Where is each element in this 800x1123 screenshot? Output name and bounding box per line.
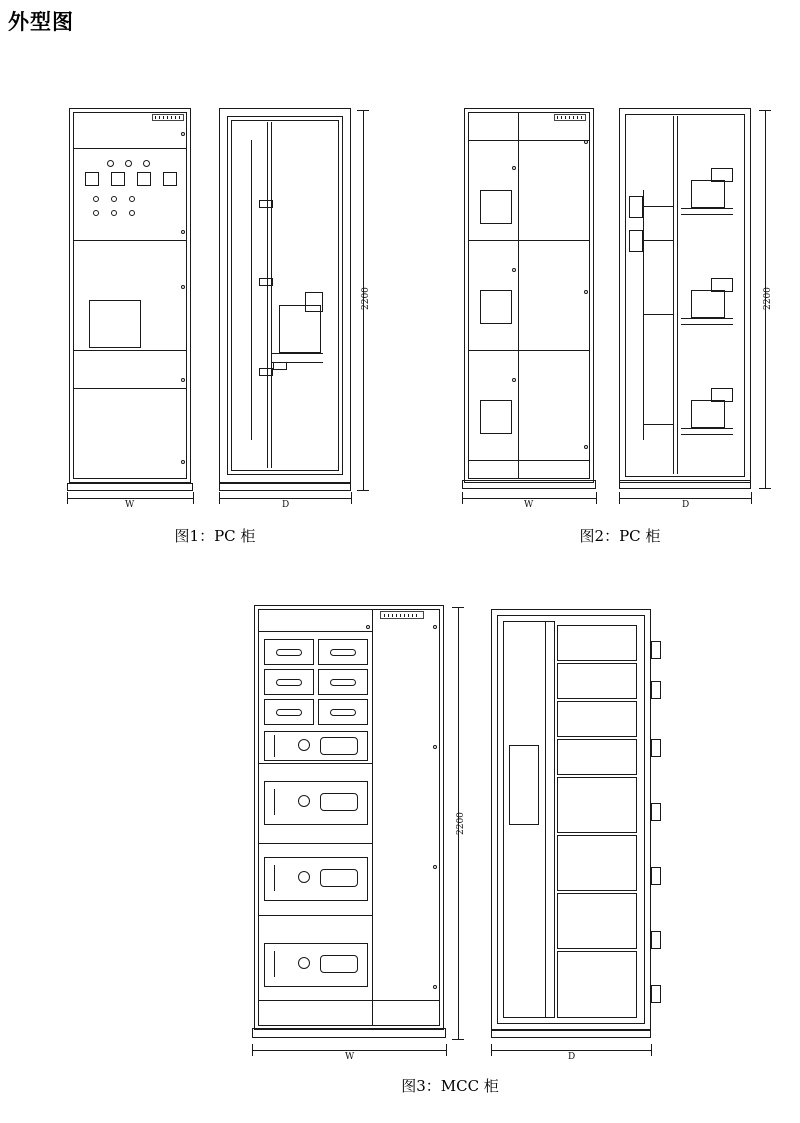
width-dim-tick-right: [596, 492, 597, 504]
width-dim-tick-right: [193, 492, 194, 504]
hinge-point: [181, 285, 185, 289]
figure-3-caption: 图3：MCC 柜: [401, 1077, 499, 1095]
terminal-block: [629, 196, 643, 218]
compartment-shelf: [557, 663, 637, 699]
width-dimension-line: [67, 498, 193, 499]
tier-split-3: [258, 843, 372, 844]
depth-label: D: [568, 1052, 576, 1062]
page-title: 外型图: [8, 10, 74, 34]
tier-split-2: [258, 763, 372, 764]
width-dim-tick-right: [446, 1044, 447, 1056]
internal-rail: [271, 122, 272, 468]
cabinet-plinth: [462, 480, 596, 489]
drawer-handle: [330, 709, 356, 716]
hinge-point: [584, 290, 588, 294]
panel-meter: [137, 172, 151, 186]
height-dim-tick-bottom: [759, 488, 771, 489]
height-dim-tick-top: [759, 110, 771, 111]
hinge-point: [512, 378, 516, 382]
tier-split-4: [258, 915, 372, 916]
rotary-switch: [298, 795, 310, 807]
hinge-point: [181, 378, 185, 382]
fig1-front-view: [55, 100, 205, 510]
indicator-lamp: [143, 160, 150, 167]
compartment-split-4: [468, 460, 590, 461]
internal-rail: [267, 122, 268, 468]
equipment-shelf: [681, 428, 733, 429]
drawer-window: [320, 737, 358, 755]
fig2-side-view: [615, 100, 780, 510]
mounting-bracket: [651, 641, 661, 659]
depth-dim-tick-right: [351, 492, 352, 504]
width-label: W: [524, 500, 534, 510]
column-split: [372, 609, 373, 1026]
depth-dim-tick-right: [651, 1044, 652, 1056]
compartment-split-1: [468, 140, 590, 141]
panel-meter: [163, 172, 177, 186]
drawer-handle: [276, 709, 302, 716]
height-dim-tick-bottom: [452, 1039, 464, 1040]
drawer-handle: [276, 649, 302, 656]
fig1-side-view: [215, 100, 375, 510]
height-label: 2200: [763, 287, 773, 310]
drawer-handle-vert: [274, 951, 275, 977]
latch-block: [259, 200, 273, 208]
fig3-front-view: [240, 595, 470, 1065]
side-plinth: [619, 480, 751, 489]
hinge-point: [512, 166, 516, 170]
indicator-lamp: [125, 160, 132, 167]
equipment-block: [691, 400, 725, 428]
door-split-4: [73, 388, 187, 389]
depth-dimension-line: [219, 498, 351, 499]
equipment-shelf: [681, 208, 733, 209]
mounting-bracket: [651, 867, 661, 885]
rotary-switch: [298, 957, 310, 969]
door-vision-panel: [509, 745, 539, 825]
width-label: W: [345, 1052, 355, 1062]
latch-block: [259, 368, 273, 376]
fig2-front-view: [450, 100, 610, 510]
cable-run: [643, 240, 673, 241]
drawer-handle: [330, 649, 356, 656]
drawer-handle-vert: [274, 865, 275, 891]
equipment-block-top: [305, 292, 323, 312]
depth-dim-tick-left: [219, 492, 220, 504]
push-button: [111, 196, 117, 202]
drawer-window: [480, 190, 512, 224]
compartment-split-2: [468, 240, 590, 241]
push-button: [129, 196, 135, 202]
equipment-shelf: [681, 434, 733, 435]
mounting-bracket: [651, 931, 661, 949]
equipment-block: [279, 305, 321, 353]
width-dim-tick-left: [462, 492, 463, 504]
compartment-shelf: [557, 777, 637, 833]
equipment-block: [691, 180, 725, 208]
busbar-column: [673, 116, 674, 474]
panel-meter: [111, 172, 125, 186]
side-plinth: [219, 483, 351, 491]
terminal-block: [629, 230, 643, 252]
hinge-point: [181, 460, 185, 464]
rotary-switch: [298, 871, 310, 883]
equipment-block: [691, 290, 725, 318]
height-label: 2200: [456, 812, 466, 835]
nameplate-text: [155, 116, 181, 119]
width-dim-tick-left: [252, 1044, 253, 1056]
nameplate-text: [557, 116, 583, 119]
depth-dim-tick-right: [751, 492, 752, 504]
hinge-point: [433, 625, 437, 629]
mounting-bracket: [651, 985, 661, 1003]
hinge-point: [433, 745, 437, 749]
depth-dim-tick-left: [491, 1044, 492, 1056]
drawer-handle: [276, 679, 302, 686]
rotary-switch: [298, 739, 310, 751]
equipment-block: [711, 278, 733, 292]
height-dim-tick-top: [452, 607, 464, 608]
figure-2-caption: 图2：PC 柜: [579, 527, 661, 545]
drawer-handle-vert: [274, 735, 275, 757]
mounting-bracket: [651, 681, 661, 699]
figure-1-pc-cabinet: [55, 100, 375, 545]
hinge-point: [433, 985, 437, 989]
height-label: 2200: [361, 287, 371, 310]
compartment-shelf: [557, 951, 637, 1018]
push-button: [129, 210, 135, 216]
left-wall: [643, 190, 644, 440]
push-button: [93, 196, 99, 202]
equipment-block: [711, 388, 733, 402]
drawer-window: [480, 400, 512, 434]
drawer-handle: [330, 679, 356, 686]
latch-block: [259, 278, 273, 286]
figure-1-caption: 图1：PC 柜: [174, 527, 256, 545]
height-dim-tick-bottom: [357, 490, 369, 491]
tier-split-5: [258, 1000, 440, 1001]
drawer-window: [320, 793, 358, 811]
door-edge: [251, 140, 252, 440]
depth-label: D: [682, 500, 690, 510]
cabinet-inner-outline: [73, 112, 187, 479]
instrument-window: [89, 300, 141, 348]
equipment-shelf: [681, 318, 733, 319]
hinge-point: [181, 230, 185, 234]
door-split-3: [73, 350, 187, 351]
compartment-shelf: [557, 835, 637, 891]
width-label: W: [125, 500, 135, 510]
door-split-2: [73, 240, 187, 241]
compartment-shelf: [557, 893, 637, 949]
hinge-point: [433, 865, 437, 869]
compartment-shelf: [557, 701, 637, 737]
width-dimension-line: [462, 498, 596, 499]
equipment-foot: [273, 362, 287, 370]
figure-3-mcc-cabinet: [240, 595, 700, 1095]
hinge-point: [584, 445, 588, 449]
panel-meter: [85, 172, 99, 186]
height-dim-tick-top: [357, 110, 369, 111]
cable-run: [643, 206, 673, 207]
drawer-handle-vert: [274, 789, 275, 815]
width-dim-tick-left: [67, 492, 68, 504]
column-split: [518, 112, 519, 479]
hinge-point: [512, 268, 516, 272]
cabinet-plinth: [67, 483, 193, 491]
equipment-shelf: [681, 324, 733, 325]
depth-dimension-line: [619, 498, 751, 499]
cable-run: [643, 424, 673, 425]
door-edge: [545, 621, 546, 1018]
equipment-block: [711, 168, 733, 182]
cabinet-plinth: [252, 1028, 446, 1038]
mounting-bracket: [651, 803, 661, 821]
hinge-point: [366, 625, 370, 629]
side-plinth: [491, 1030, 651, 1038]
compartment-shelf: [557, 625, 637, 661]
door-split-1: [73, 148, 187, 149]
drawer-window: [320, 955, 358, 973]
push-button: [93, 210, 99, 216]
width-dimension-line: [252, 1050, 446, 1051]
compartment-split-3: [468, 350, 590, 351]
depth-dim-tick-left: [619, 492, 620, 504]
fig3-side-view: [485, 595, 700, 1065]
cable-run: [643, 314, 673, 315]
indicator-lamp: [107, 160, 114, 167]
tier-split-1: [258, 631, 372, 632]
drawer-window: [320, 869, 358, 887]
depth-label: D: [282, 500, 290, 510]
depth-dimension-line: [491, 1050, 651, 1051]
equipment-shelf: [271, 353, 323, 354]
push-button: [111, 210, 117, 216]
drawer-window: [480, 290, 512, 324]
figure-2-pc-cabinet: [450, 100, 780, 545]
compartment-shelf: [557, 739, 637, 775]
hinge-point: [584, 140, 588, 144]
equipment-shelf: [681, 214, 733, 215]
nameplate-text: [384, 614, 420, 617]
hinge-point: [181, 132, 185, 136]
busbar-column: [677, 116, 678, 474]
mounting-bracket: [651, 739, 661, 757]
